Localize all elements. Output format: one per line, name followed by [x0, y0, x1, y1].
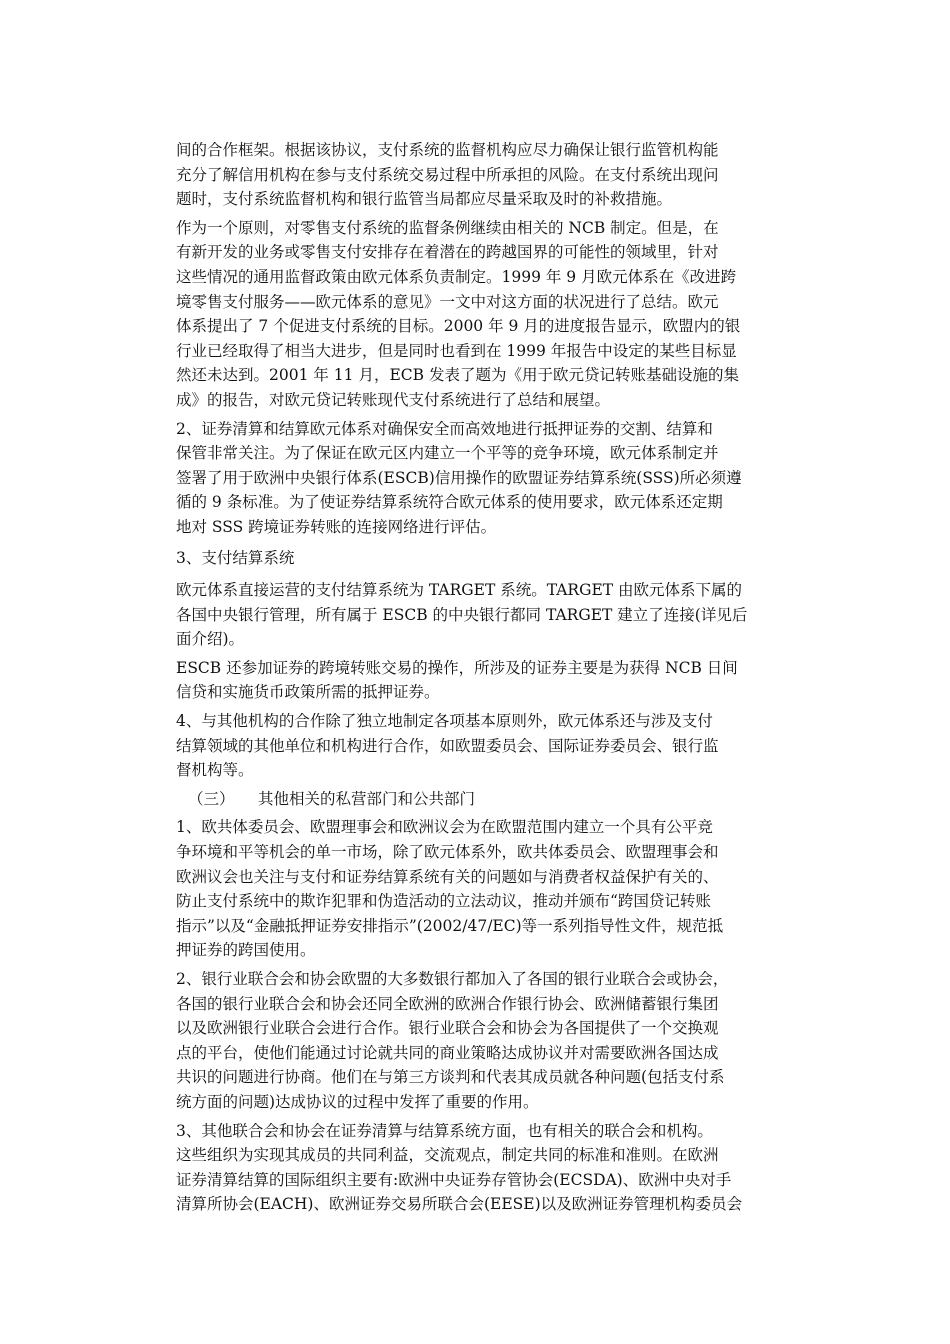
paragraph-retail-payment-oversight: 作为一个原则，对零售支付系统的监督条例继续由相关的 NCB 制定。但是，在 有新开发的业务或零售支付安排存在着潜在的跨越国界的可能性的领域里，针对 这些情况的通用监督政策由欧元体系负责制定。1999 年 9 月欧元体系在《改进跨 境零售支付服务——欧元体系的意见》一文中对这方面的状况进行了总结。欧元 体系提出了 7 个促进支付系统的目标。2000 年 9 月的进度报告显示，欧盟内的银 行业已经取得了相当大进步，但是同时也看到在 1999 年报告中设定的某些目标显 然还未达到。2001 年 11 月，ECB 发表了题为《用于欧元贷记转账基础设施的集 成》的报告，对欧元贷记转账现代支付系统进行了总结和展望。: [176, 218, 741, 409]
paragraph-escb-cross-border: ESCB 还参加证券的跨境转账交易的操作，所涉及的证券主要是为获得 NCB 日间 信贷和实施货币政策所需的抵押证券。: [176, 658, 738, 702]
paragraph-banking-associations: 2、银行业联合会和协会欧盟的大多数银行都加入了各国的银行业联合会或协会， 各国的银行业联合会和协会还同全欧洲的欧洲合作银行协会、欧洲储蓄银行集团 以及欧洲银行业联合会进行合作。银行业联合会和协会为各国提供了一个交换观 点的平台，使他们能通过讨论就共同的商业策略达成协议并对需要欧洲各国达成 共识的问题进行协商。他们在与第三方谈判和代表其成员就各种问题(包括支付系 统方面的问题)达成协议的过程中发挥了重要的作用。: [176, 970, 729, 1111]
document-body: [176, 138, 796, 1221]
paragraph-securities-clearing: 2、证券清算和结算欧元体系对确保安全而高效地进行抵押证券的交割、结算和 保管非常关注。为了保证在欧元区内建立一个平等的竞争环境，欧元体系制定并 签署了用于欧洲中央银行体系(ESCB)信用操作的欧盟证券结算系统(SSS)所必须遵 循的 9 条标准。为了使证券结算系统符合欧元体系的使用要求，欧元体系还定期 地对 SSS 跨境证券转账的连接网络进行评估。: [176, 419, 742, 536]
paragraph-eu-institutions: 1、欧共体委员会、欧盟理事会和欧洲议会为在欧盟范围内建立一个具有公平竞 争环境和平等机会的单一市场，除了欧元体系外，欧共体委员会、欧盟理事会和 欧洲议会也关注与支付和证券结算系统有关的问题如与消费者权益保护有关的、 防止支付系统中的欺诈犯罪和伪造活动的立法动议，推动并颁布“跨国贷记转账 指示”以及“金融抵押证券安排指示”(2002/47/EC)等一系列指导性文件，规范抵 押证券的跨国使用。: [176, 818, 724, 960]
section-heading: [188, 787, 796, 812]
section-title: 其他相关的私营部门和公共部门: [258, 789, 476, 808]
paragraph-cooperation-other-institutions: 4、与其他机构的合作除了独立地制定各项基本原则外，欧元体系还与涉及支付 结算领域的其他单位和机构进行合作，如欧盟委员会、国际证券委员会、银行监 督机构等。: [176, 712, 719, 780]
paragraph-target-system: 欧元体系直接运营的支付结算系统为 TARGET 系统。TARGET 由欧元体系下属的 各国中央银行管理，所有属于 ESCB 的中央银行都同 TARGET 建立了连接(详见后 面介绍)。: [176, 581, 748, 649]
heading-payment-settlement: 3、支付结算系统: [176, 548, 295, 567]
paragraph-supervision-cooperation: 间的合作框架。根据该协议，支付系统的监督机构应尽力确保让银行监管机构能 充分了解信用机构在参与支付系统交易过程中所承担的风险。在支付系统出现问 题时，支付系统监督机构和银行监管当局都应尽量采取及时的补救措施。: [176, 141, 719, 209]
paragraph-other-associations: 3、其他联合会和协会在证券清算与结算系统方面，也有相关的联合会和机构。 这些组织为实现其成员的共同利益，交流观点，制定共同的标准和准则。在欧洲 证券清算结算的国际组织主要有:欧洲中央证券存管协会(ECSDA)、欧洲中央对手 清算所协会(EACH)、欧洲证券交易所联合会(EESE)以及欧洲证券管理机构委员会: [176, 1121, 743, 1214]
section-number: （三）: [188, 789, 235, 808]
